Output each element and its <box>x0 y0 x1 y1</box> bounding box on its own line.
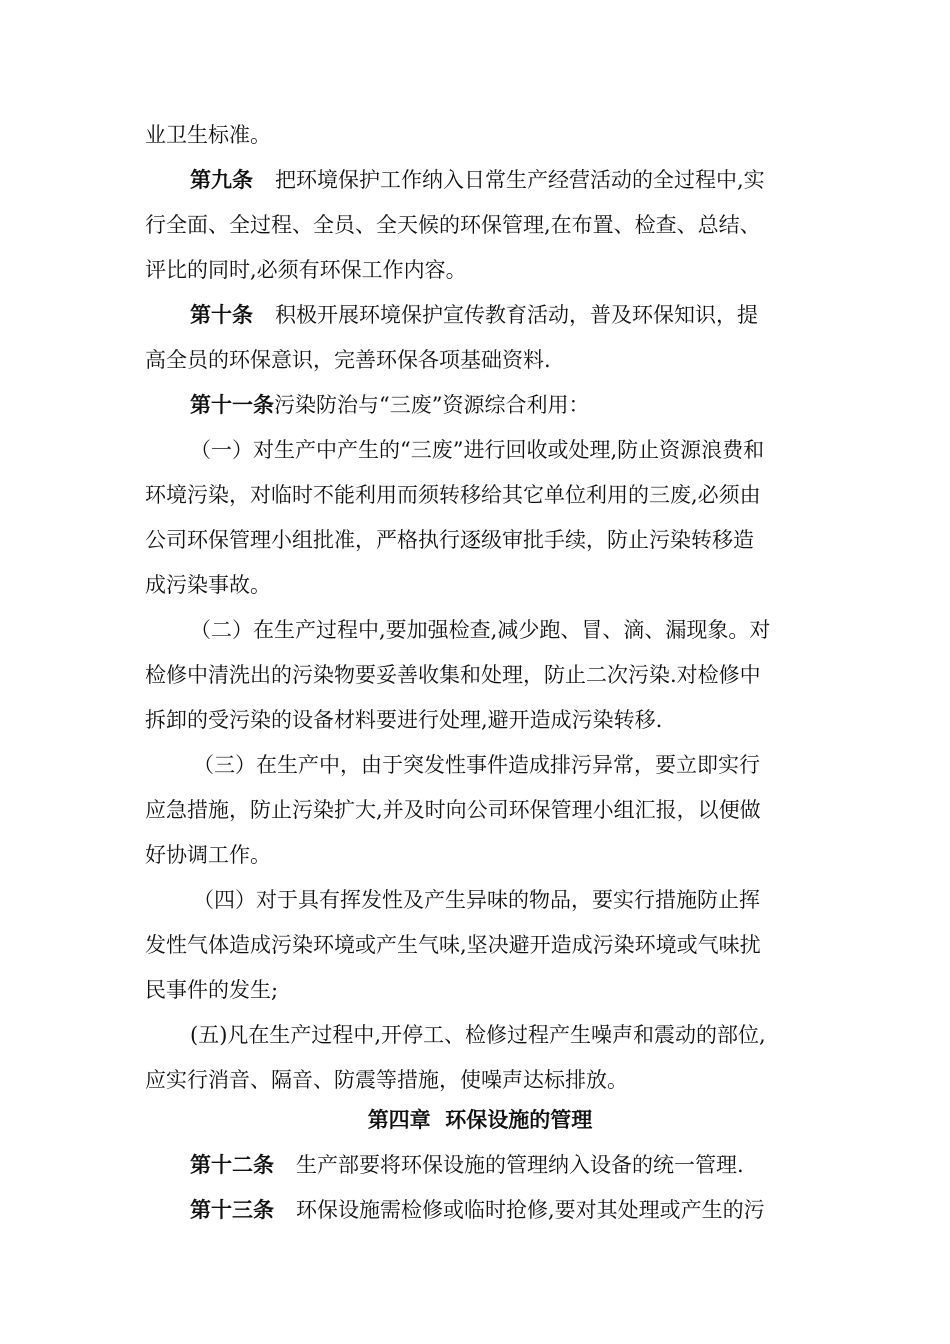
article-number: 第十二条 <box>190 1153 274 1177</box>
paragraph-line: 拆卸的受污染的设备材料要进行处理,避开造成污染转移. <box>145 708 663 732</box>
article-number: 第九条 <box>190 168 253 192</box>
article-line: 第十条 积极开展环境保护宣传教育活动，普及环保知识，提 <box>190 303 758 327</box>
paragraph-line: （三）在生产中，由于突发性事件造成排污异常，要立即实行 <box>193 753 760 777</box>
paragraph-line: 业卫生标准。 <box>145 123 271 147</box>
paragraph-line: 检修中清洗出的污染物要妥善收集和处理，防止二次污染.对检修中 <box>145 663 761 687</box>
paragraph-line: 环境污染，对临时不能利用而须转移给其它单位利用的三废,必须由 <box>145 483 761 507</box>
paragraph-line: 高全员的环保意识，完善环保各项基础资料. <box>145 348 551 372</box>
article-number: 第十三条 <box>190 1198 274 1222</box>
paragraph-line: 民事件的发生; <box>145 978 279 1002</box>
article-line: 第九条 把环境保护工作纳入日常生产经营活动的全过程中,实 <box>190 168 765 192</box>
article-line: 第十二条 生产部要将环保设施的管理纳入设备的统一管理. <box>190 1153 744 1177</box>
paragraph-line: 应实行消音、隔音、防震等措施，使噪声达标排放。 <box>145 1068 628 1092</box>
article-line: 第十三条 环保设施需检修或临时抢修,要对其处理或产生的污 <box>190 1198 765 1222</box>
paragraph-line: （二）在生产过程中,要加强检查,减少跑、冒、滴、漏现象。对 <box>190 618 771 642</box>
article-number: 第十一条 <box>190 393 274 417</box>
paragraph-line: 行全面、全过程、全员、全天候的环保管理,在布置、检查、总结、 <box>145 213 761 237</box>
paragraph-line: 发性气体造成污染环境或产生气味,坚决避开造成污染环境或气味扰 <box>145 933 761 957</box>
chapter-heading: 第四章 环保设施的管理 <box>367 1108 593 1132</box>
paragraph-line: 好协调工作。 <box>145 843 271 867</box>
article-number: 第十条 <box>190 303 253 327</box>
paragraph-line: 应急措施，防止污染扩大,并及时向公司环保管理小组汇报，以便做 <box>145 798 761 822</box>
paragraph-line: 评比的同时,必须有环保工作内容。 <box>145 258 467 282</box>
paragraph-line: 公司环保管理小组批准，严格执行逐级审批手续，防止污染转移造 <box>145 528 754 552</box>
article-line: 第十一条污染防治与“三废”资源综合利用： <box>190 393 590 417</box>
paragraph-line: (五)凡在生产过程中,开停工、检修过程产生噪声和震动的部位, <box>190 1023 766 1047</box>
paragraph-line: 成污染事故。 <box>145 573 271 597</box>
paragraph-line: （四）对于具有挥发性及产生异味的物品，要实行措施防止挥 <box>193 888 760 912</box>
paragraph-line: （一）对生产中产生的“三废”进行回收或处理,防止资源浪费和 <box>190 438 765 462</box>
